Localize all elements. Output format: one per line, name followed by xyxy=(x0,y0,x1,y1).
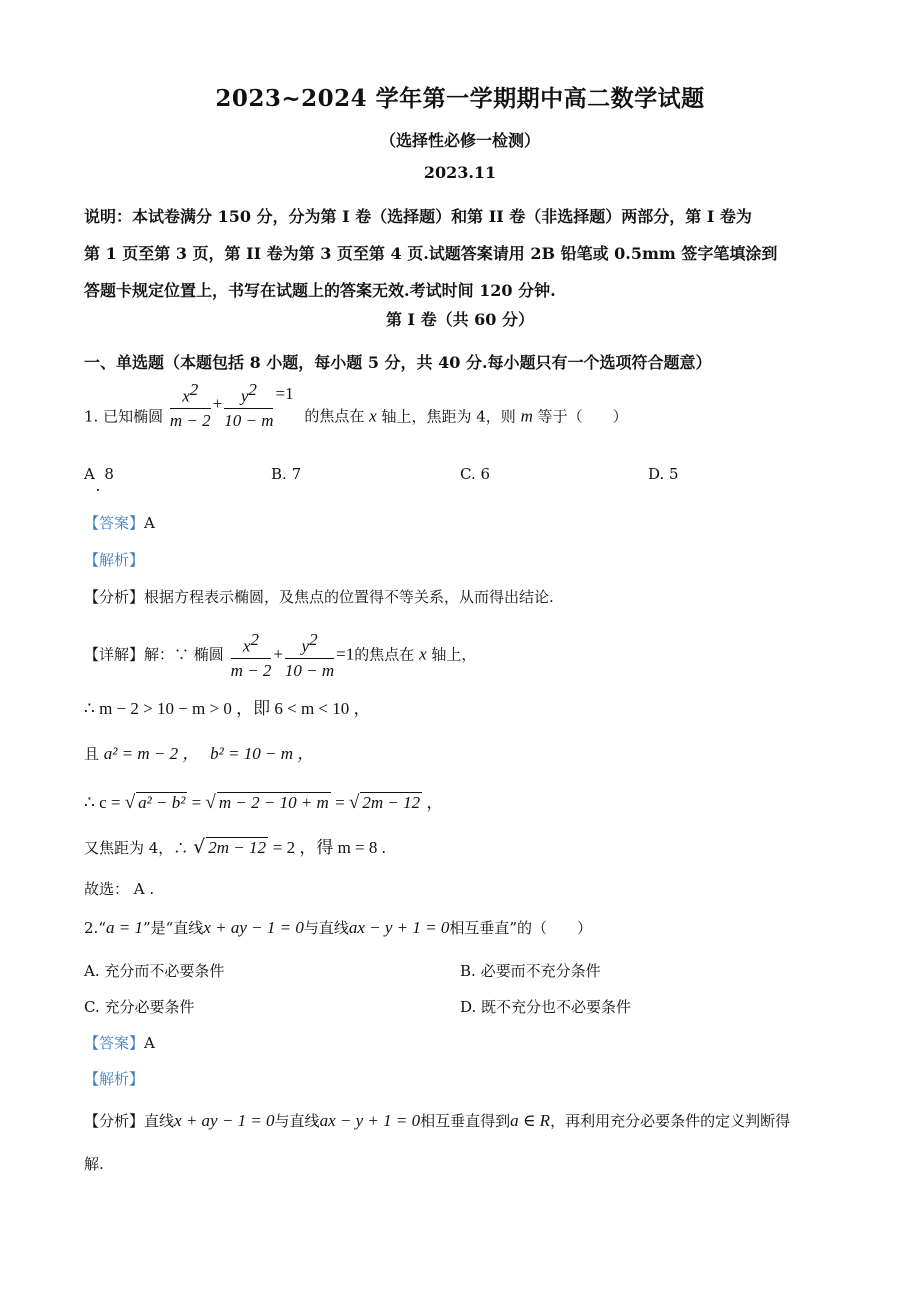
question-2-stem: 2.“a = 1”是“直线x + ay − 1 = 0与直线ax − y + 1 = 0相互垂直”的（ ） xyxy=(84,918,593,937)
fraction-x: $\frac{x^2}{m - 2}$ xyxy=(169,380,211,430)
stem-text: 已知椭圆 xyxy=(103,407,164,426)
option-a: A. 充分而不必要条件 xyxy=(84,962,225,980)
q2-answer: 【答案】A xyxy=(84,1034,155,1052)
q1-step3: ∴ c = √ a² − b² = √ m − 2 − 10 + m = √ 2m − 12 ， xyxy=(84,792,444,813)
exam-title: 2023~2024 学年第一学期期中高二数学试题 xyxy=(215,85,705,112)
answer-label: 【答案】 xyxy=(84,514,145,532)
q1-detail: 【详解】解：∵ 椭圆 $\frac{x^2}{m - 2}$ + $\frac{y^2}{10 - m}$ =1的焦点在 x 轴上， xyxy=(84,630,477,680)
instruction-line: 第 1 页至第 3 页，第 II 卷为第 3 页至第 4 页.试题答案请用 2B 铅笔或 0.5mm 签字笔填涂到 xyxy=(84,244,778,263)
option-d: D. 5 xyxy=(648,465,679,483)
q1-analysis: 【分析】根据方程表示椭圆，及焦点的位置得不等关系，从而得出结论. xyxy=(84,588,554,606)
question-1-stem: 1. 已知椭圆 $\frac{x^2}{m - 2}$ + $\frac{y^2}{10 - m}$ =1 的焦点在 x 轴上，焦距为 4，则 m 等于（ ） xyxy=(84,380,628,430)
answer-label: 【答案】 xyxy=(84,1034,145,1052)
instructions xyxy=(84,198,844,309)
q1-step2: 且 a² = m − 2 ， b² = 10 − m ， xyxy=(84,744,315,763)
exam-date: 2023.11 xyxy=(423,163,497,182)
option-dot xyxy=(97,489,99,491)
volume-title: 第 I 卷（共 60 分） xyxy=(385,310,535,329)
instruction-line: 说明：本试卷满分 150 分，分为第 I 卷（选择题）和第 II 卷（非选择题）两部分，第 I 卷为 xyxy=(84,207,752,226)
q2-analysis-cont: 解. xyxy=(84,1155,104,1173)
q2-analysis-header: 【解析】 xyxy=(84,1070,145,1088)
instruction-line: 答题卡规定位置上，书写在试题上的答案无效.考试时间 120 分钟. xyxy=(84,281,556,300)
fraction-y: $\frac{y^2}{10 - m}$ xyxy=(284,630,335,680)
q1-conclusion: 故选： A . xyxy=(84,880,155,898)
fraction-x: $\frac{x^2}{m - 2}$ xyxy=(230,630,272,680)
question-number: 1. xyxy=(84,407,99,426)
exam-subtitle: （选择性必修一检测） xyxy=(379,131,540,150)
option-d: D. 既不充分也不必要条件 xyxy=(460,998,632,1016)
q1-answer: 【答案】A xyxy=(84,514,155,532)
fraction-y: $\frac{y^2}{10 - m}$ xyxy=(224,380,274,430)
option-c: C. 6 xyxy=(460,465,491,483)
section-title: 一、单选题（本题包括 8 小题，每小题 5 分，共 40 分.每小题只有一个选项符合题意） xyxy=(84,353,712,372)
q1-analysis-header: 【解析】 xyxy=(84,551,145,569)
q2-analysis: 【分析】直线x + ay − 1 = 0与直线ax − y + 1 = 0相互垂直得到a ∈ R，再利用充分必要条件的定义判断得 xyxy=(84,1111,791,1130)
option-b: B. 7 xyxy=(271,465,302,483)
q1-step4: 又焦距为 4，∴ √ 2m − 12 = 2 ，得 m = 8 . xyxy=(84,836,386,858)
option-c: C. 充分必要条件 xyxy=(84,998,195,1016)
q1-step1: ∴ m − 2 > 10 − m > 0 ，即 6 < m < 10 ， xyxy=(84,699,371,718)
option-a: A 8 xyxy=(84,465,114,483)
option-b: B. 必要而不充分条件 xyxy=(460,962,601,980)
